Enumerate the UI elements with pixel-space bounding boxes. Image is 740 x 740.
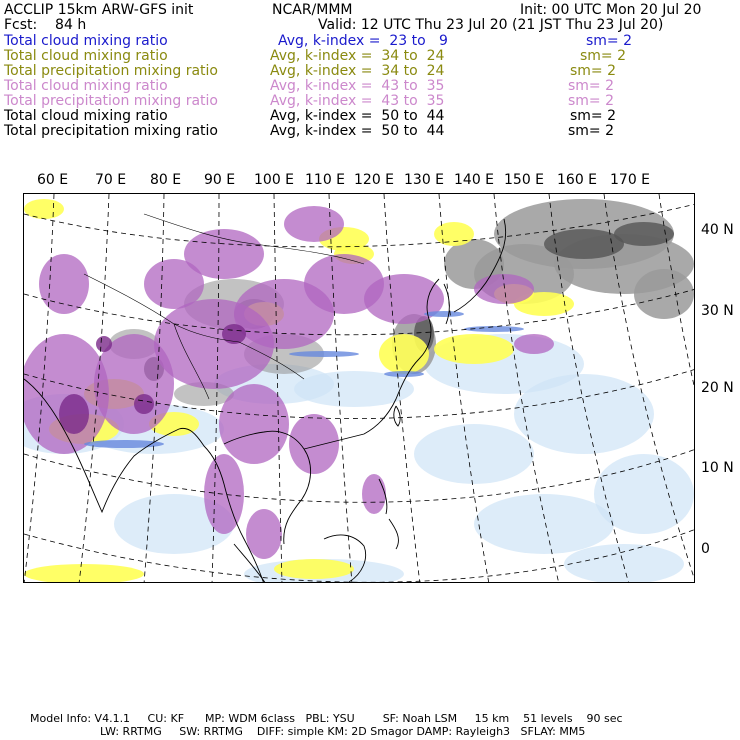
forecast-hour: Fcst: 84 h xyxy=(4,17,87,33)
field-sm-6: sm= 2 xyxy=(568,123,615,139)
blue-field xyxy=(289,351,359,357)
field-avg-0: Avg, k-index = 23 to 9 xyxy=(278,33,448,49)
dark-gray-field xyxy=(544,229,624,259)
purple-field xyxy=(246,509,282,559)
latitude-label: 30 N xyxy=(701,303,734,319)
light-blue-field xyxy=(414,424,534,484)
field-avg-1: Avg, k-index = 34 to 24 xyxy=(270,48,445,64)
organization-label: NCAR/MMM xyxy=(272,2,353,18)
purple-field xyxy=(289,414,339,474)
field-avg-4: Avg, k-index = 43 to 35 xyxy=(270,93,445,109)
map-canvas xyxy=(24,194,695,583)
field-name-2: Total precipitation mixing ratio xyxy=(4,63,218,79)
longitude-label: 140 E xyxy=(454,172,495,188)
longitude-label: 110 E xyxy=(305,172,346,188)
field-sm-3: sm= 2 xyxy=(568,78,615,94)
field-sm-2: sm= 2 xyxy=(570,63,617,79)
longitude-label: 130 E xyxy=(404,172,445,188)
purple-field xyxy=(362,474,386,514)
field-name-4: Total precipitation mixing ratio xyxy=(4,93,218,109)
longitude-label: 60 E xyxy=(37,172,69,188)
longitude-label: 80 E xyxy=(150,172,182,188)
purple-field xyxy=(144,259,204,309)
gray-field xyxy=(634,269,694,319)
purple-field xyxy=(204,454,244,534)
field-name-3: Total cloud mixing ratio xyxy=(4,78,168,94)
field-avg-6: Avg, k-index = 50 to 44 xyxy=(270,123,445,139)
light-blue-field xyxy=(564,544,684,583)
longitude-label: 150 E xyxy=(504,172,545,188)
yellow-field xyxy=(379,334,429,374)
field-name-6: Total precipitation mixing ratio xyxy=(4,123,218,139)
longitude-label: 70 E xyxy=(95,172,127,188)
blue-field xyxy=(424,311,464,317)
field-avg-5: Avg, k-index = 50 to 44 xyxy=(270,108,445,124)
field-avg-2: Avg, k-index = 34 to 24 xyxy=(270,63,445,79)
purple-field xyxy=(39,254,89,314)
purple-field xyxy=(514,334,554,354)
purple-field xyxy=(474,274,534,304)
longitude-label: 90 E xyxy=(204,172,236,188)
field-name-0: Total cloud mixing ratio xyxy=(4,33,168,49)
longitude-label: 170 E xyxy=(610,172,651,188)
map-panel xyxy=(23,193,695,583)
latitude-label: 10 N xyxy=(701,460,734,476)
field-sm-4: sm= 2 xyxy=(568,93,615,109)
dark-purple-field xyxy=(222,324,246,344)
latitude-label: 0 xyxy=(701,541,710,557)
model-info-line-2: LW: RRTMG SW: RRTMG DIFF: simple KM: 2D Smagor DAMP: Rayleigh3 SFLAY: MM5 xyxy=(100,725,586,738)
light-blue-field xyxy=(474,494,614,554)
longitude-label: 100 E xyxy=(254,172,295,188)
field-name-5: Total cloud mixing ratio xyxy=(4,108,168,124)
valid-time: Valid: 12 UTC Thu 23 Jul 20 (21 JST Thu 23 Jul 20) xyxy=(318,17,664,33)
field-sm-1: sm= 2 xyxy=(580,48,627,64)
yellow-field xyxy=(274,559,354,579)
purple-field xyxy=(364,274,444,324)
blue-field xyxy=(84,440,164,448)
purple-field xyxy=(284,206,344,242)
longitude-label: 160 E xyxy=(557,172,598,188)
blue-field xyxy=(384,371,424,377)
plot-title: ACCLIP 15km ARW-GFS init xyxy=(4,2,194,18)
yellow-field xyxy=(24,564,144,583)
model-info-line-1: Model Info: V4.1.1 CU: KF MP: WDM 6class PBL: YSU SF: Noah LSM 15 km 51 levels 90 sec xyxy=(30,712,623,725)
longitude-label: 120 E xyxy=(354,172,395,188)
dark-purple-field xyxy=(59,394,89,434)
yellow-field xyxy=(24,199,64,219)
field-avg-3: Avg, k-index = 43 to 35 xyxy=(270,78,445,94)
yellow-field xyxy=(434,334,514,364)
field-sm-0: sm= 2 xyxy=(586,33,633,49)
latitude-label: 40 N xyxy=(701,222,734,238)
latitude-label: 20 N xyxy=(701,380,734,396)
field-name-1: Total cloud mixing ratio xyxy=(4,48,168,64)
dark-purple-field xyxy=(134,394,154,414)
field-sm-5: sm= 2 xyxy=(570,108,617,124)
dark-purple-field xyxy=(96,336,112,352)
init-time: Init: 00 UTC Mon 20 Jul 20 xyxy=(520,2,702,18)
purple-field xyxy=(219,384,289,464)
